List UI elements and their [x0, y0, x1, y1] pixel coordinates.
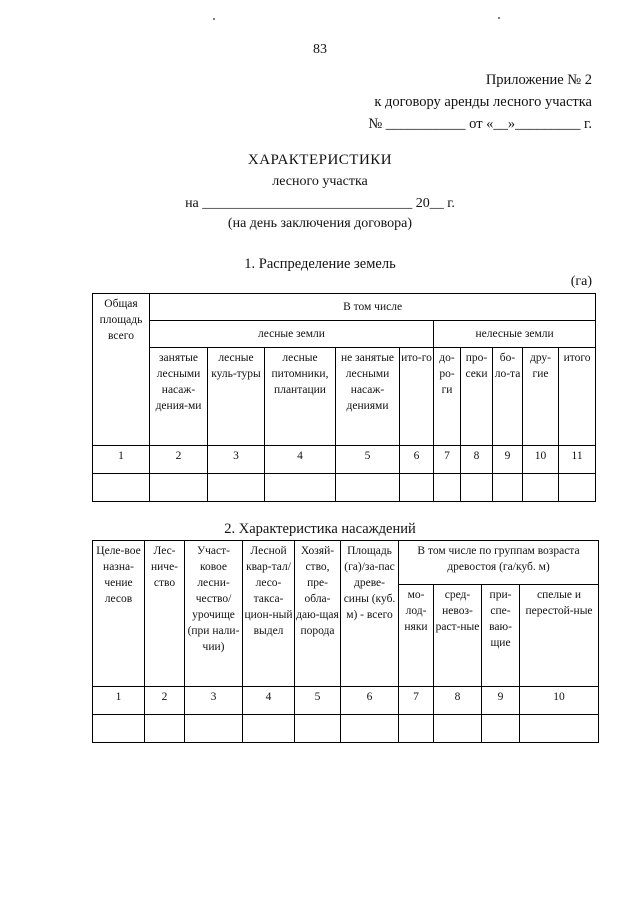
empty-cell [400, 474, 434, 502]
column-number: 6 [341, 687, 399, 715]
header-forested: занятые лесными насаж-дения-ми [150, 348, 208, 446]
section-2-title: 2. Характеристика насаждений [224, 521, 416, 537]
header-mature: спелые и перестой-ные [520, 585, 599, 687]
empty-cell [559, 474, 596, 502]
header-area-stock: Площадь (га)/за-пас древе-сины (куб. м) - всего [341, 541, 399, 687]
column-number: 9 [493, 446, 523, 474]
column-number: 3 [185, 687, 243, 715]
empty-cell [434, 474, 461, 502]
column-number: 9 [482, 687, 520, 715]
column-number: 5 [295, 687, 341, 715]
scan-speck [213, 18, 215, 20]
scan-speck [498, 17, 500, 19]
header-roads: до-ро-ги [434, 348, 461, 446]
column-number: 8 [434, 687, 482, 715]
header-forest-total: ито-го [400, 348, 434, 446]
empty-cell [243, 715, 295, 743]
empty-cell [523, 474, 559, 502]
header-forest-crops: лесные куль-туры [208, 348, 265, 446]
land-distribution-table [92, 293, 596, 502]
empty-cell [150, 474, 208, 502]
column-number: 4 [243, 687, 295, 715]
header-total-area: Общая площадь всего [93, 294, 150, 446]
empty-cell [482, 715, 520, 743]
section-1-title: 1. Распределение земель [244, 256, 396, 272]
header-nurseries: лесные питомники, плантации [265, 348, 336, 446]
header-age-groups: В том числе по группам возраста древостоя (га/куб. м) [399, 541, 599, 585]
column-number: 8 [461, 446, 493, 474]
empty-cell [434, 715, 482, 743]
header-forestry: Лес-ниче-ство [145, 541, 185, 687]
stand-characteristics-table [92, 540, 599, 743]
empty-cell [520, 715, 599, 743]
header-economy-species: Хозяй-ство, пре-обла-даю-щая порода [295, 541, 341, 687]
empty-cell [208, 474, 265, 502]
column-number: 1 [93, 446, 150, 474]
date-line: на ______________________________ 20__ г. [185, 196, 455, 211]
header-ripening: при-спе-ваю-щие [482, 585, 520, 687]
empty-cell [341, 715, 399, 743]
appendix-line-2: к договору аренды лесного участка [374, 94, 592, 110]
header-district-forestry: Участ-ковое лесни-чество/ урочище (при нали-чии) [185, 541, 243, 687]
header-forest-lands: лесные земли [150, 321, 434, 348]
section-1-unit: (га) [570, 274, 592, 289]
column-number: 7 [434, 446, 461, 474]
column-number: 10 [523, 446, 559, 474]
empty-cell [145, 715, 185, 743]
empty-cell [295, 715, 341, 743]
appendix-line-3: № ___________ от «__»_________ г. [368, 116, 592, 132]
empty-cell [336, 474, 400, 502]
header-other: дру-гие [523, 348, 559, 446]
empty-cell [185, 715, 243, 743]
appendix-line-1: Приложение № 2 [485, 72, 592, 88]
header-swamps: бо-ло-та [493, 348, 523, 446]
document-subtitle: лесного участка [272, 174, 368, 189]
column-number: 7 [399, 687, 434, 715]
column-number: 2 [150, 446, 208, 474]
empty-cell [93, 474, 150, 502]
column-number: 11 [559, 446, 596, 474]
header-middle-aged: сред-невоз-раст-ные [434, 585, 482, 687]
header-block: Лесной квар-тал/ лесо-такса-цион-ный выдел [243, 541, 295, 687]
header-nonforest-lands: нелесные земли [434, 321, 596, 348]
column-number: 4 [265, 446, 336, 474]
date-note: (на день заключения договора) [227, 216, 413, 231]
empty-cell [399, 715, 434, 743]
header-nonforest-total: итого [559, 348, 596, 446]
empty-cell [265, 474, 336, 502]
column-number: 2 [145, 687, 185, 715]
column-number: 5 [336, 446, 400, 474]
column-number: 10 [520, 687, 599, 715]
header-including: В том числе [150, 294, 596, 321]
document-title: ХАРАКТЕРИСТИКИ [247, 152, 393, 168]
column-number: 6 [400, 446, 434, 474]
column-number: 3 [208, 446, 265, 474]
header-young: мо-лод-няки [399, 585, 434, 687]
header-not-forested: не занятые лесными насаж-дениями [336, 348, 400, 446]
empty-cell [461, 474, 493, 502]
header-clearings: про-секи [461, 348, 493, 446]
column-number: 1 [93, 687, 145, 715]
page-number: 83 [313, 42, 327, 57]
empty-cell [93, 715, 145, 743]
header-purpose: Целе-вое назна-чение лесов [93, 541, 145, 687]
empty-cell [493, 474, 523, 502]
